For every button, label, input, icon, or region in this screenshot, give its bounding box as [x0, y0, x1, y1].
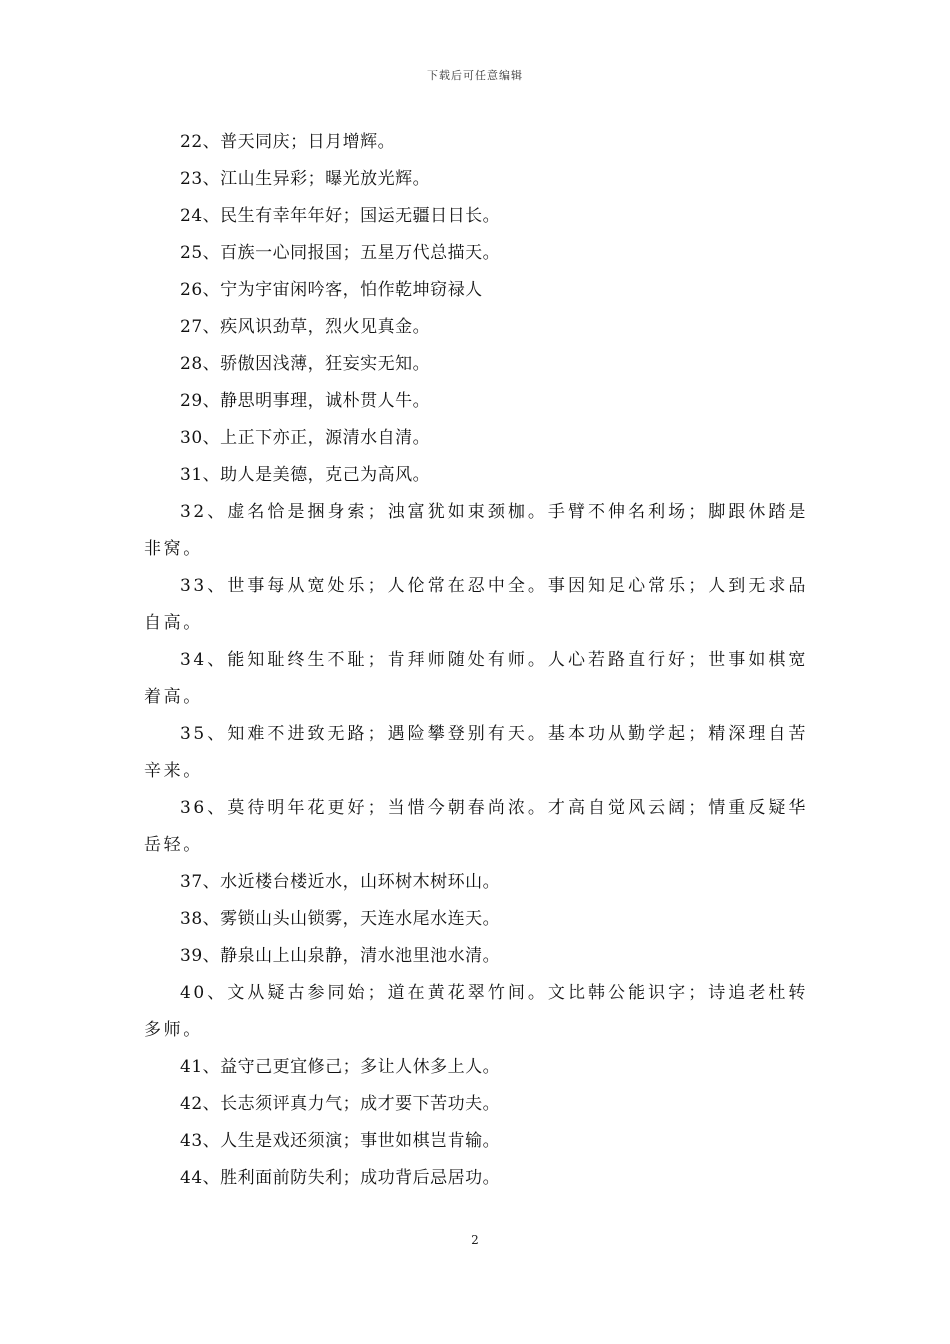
entry-number: 31 [180, 465, 203, 485]
entry-separator: 、 [202, 946, 221, 966]
couplet-entry [144, 272, 808, 309]
entry-separator: 、 [202, 317, 221, 337]
entry-separator: 、 [202, 428, 221, 448]
entry-text: 益守己更宜修己；多让人休多上人。 [220, 1057, 501, 1077]
entry-separator: 、 [202, 132, 221, 152]
entry-number: 33 [180, 576, 207, 596]
couplet-entry [144, 346, 808, 383]
couplet-entry [144, 457, 808, 494]
couplet-entry [144, 975, 808, 1049]
entry-separator: 、 [202, 243, 221, 263]
couplet-entry [144, 642, 808, 716]
entry-separator: 、 [206, 576, 228, 596]
entry-number: 36 [180, 798, 207, 818]
entry-number: 22 [180, 132, 203, 152]
entry-text: 江山生异彩；曝光放光辉。 [220, 169, 431, 189]
couplet-entry [144, 124, 808, 161]
entry-text: 雾锁山头山锁雾，天连水尾水连天。 [220, 909, 501, 929]
entry-separator: 、 [202, 1168, 221, 1188]
entry-number: 26 [180, 280, 203, 300]
entry-separator: 、 [202, 169, 221, 189]
couplet-entry [144, 790, 808, 864]
entry-separator: 、 [202, 1094, 221, 1114]
couplet-entry [144, 716, 808, 790]
entry-separator: 、 [206, 724, 228, 744]
entry-separator: 、 [202, 280, 221, 300]
entry-number: 29 [180, 391, 203, 411]
entry-separator: 、 [202, 206, 221, 226]
couplet-entry [144, 383, 808, 420]
entry-number: 41 [180, 1057, 203, 1077]
entry-separator: 、 [202, 1057, 221, 1077]
entry-text: 文从疑古参同始；道在黄花翠竹间。文比韩公能识字；诗追老杜转多师。 [144, 983, 808, 1040]
couplet-entry [144, 198, 808, 235]
entry-number: 25 [180, 243, 203, 263]
entry-number: 44 [180, 1168, 203, 1188]
couplet-entry [144, 568, 808, 642]
entry-separator: 、 [202, 872, 221, 892]
entry-text: 虚名恰是捆身索；浊富犹如束颈枷。手臂不伸名利场；脚跟休踏是非窝。 [144, 502, 808, 559]
couplet-entry [144, 161, 808, 198]
entry-number: 32 [180, 502, 207, 522]
entry-separator: 、 [202, 354, 221, 374]
entry-text: 静泉山上山泉静，清水池里池水清。 [220, 946, 501, 966]
entry-separator: 、 [202, 465, 221, 485]
entry-separator: 、 [206, 983, 228, 1003]
entry-number: 38 [180, 909, 203, 929]
entry-text: 宁为宇宙闲吟客，怕作乾坤窃禄人 [220, 280, 483, 300]
couplet-entry [144, 420, 808, 457]
couplet-entry [144, 1160, 808, 1197]
couplet-entry [144, 235, 808, 272]
entry-number: 24 [180, 206, 203, 226]
couplet-entry [144, 494, 808, 568]
entry-text: 上正下亦正，源清水自清。 [220, 428, 431, 448]
entry-text: 疾风识劲草，烈火见真金。 [220, 317, 431, 337]
entry-separator: 、 [202, 909, 221, 929]
entry-text: 长志须评真力气；成才要下苦功夫。 [220, 1094, 501, 1114]
entry-text: 知难不进致无路；遇险攀登别有天。基本功从勤学起；精深理自苦辛来。 [144, 724, 808, 781]
entry-number: 40 [180, 983, 207, 1003]
entry-number: 39 [180, 946, 203, 966]
entry-number: 43 [180, 1131, 203, 1151]
entry-separator: 、 [206, 798, 228, 818]
entry-number: 28 [180, 354, 203, 374]
entry-text: 水近楼台楼近水，山环树木树环山。 [220, 872, 501, 892]
entry-text: 能知耻终生不耻；肯拜师随处有师。人心若路直行好；世事如棋宽着高。 [144, 650, 808, 707]
entry-text: 胜利面前防失利；成功背后忌居功。 [220, 1168, 501, 1188]
entry-text: 普天同庆；日月增辉。 [220, 132, 396, 152]
entry-text: 世事每从宽处乐；人伦常在忍中全。事因知足心常乐；人到无求品自高。 [144, 576, 808, 633]
entry-number: 34 [180, 650, 207, 670]
entry-separator: 、 [202, 391, 221, 411]
entry-number: 30 [180, 428, 203, 448]
entry-separator: 、 [206, 650, 228, 670]
entry-text: 人生是戏还须演；事世如棋岂肯输。 [220, 1131, 501, 1151]
couplet-entry [144, 1049, 808, 1086]
entry-number: 23 [180, 169, 203, 189]
entry-separator: 、 [206, 502, 228, 522]
entry-text: 莫待明年花更好；当惜今朝春尚浓。才高自觉风云阔；情重反疑华岳轻。 [144, 798, 808, 855]
entry-text: 静思明事理，诚朴贯人牛。 [220, 391, 431, 411]
couplet-entry [144, 938, 808, 975]
couplet-entry [144, 1123, 808, 1160]
entry-number: 42 [180, 1094, 203, 1114]
couplet-entry [144, 309, 808, 346]
document-body [144, 124, 808, 1197]
entry-number: 37 [180, 872, 203, 892]
entry-separator: 、 [202, 1131, 221, 1151]
entry-text: 百族一心同报国；五星万代总描天。 [220, 243, 501, 263]
entry-number: 35 [180, 724, 207, 744]
entry-number: 27 [180, 317, 203, 337]
couplet-entry [144, 1086, 808, 1123]
page-number: 2 [471, 1233, 479, 1247]
couplet-entry [144, 864, 808, 901]
couplet-entry [144, 901, 808, 938]
page-header: 下载后可任意编辑 [427, 69, 523, 82]
entry-text: 民生有幸年年好；国运无疆日日长。 [220, 206, 501, 226]
entry-text: 助人是美德，克己为高风。 [220, 465, 431, 485]
entry-text: 骄傲因浅薄，狂妄实无知。 [220, 354, 431, 374]
